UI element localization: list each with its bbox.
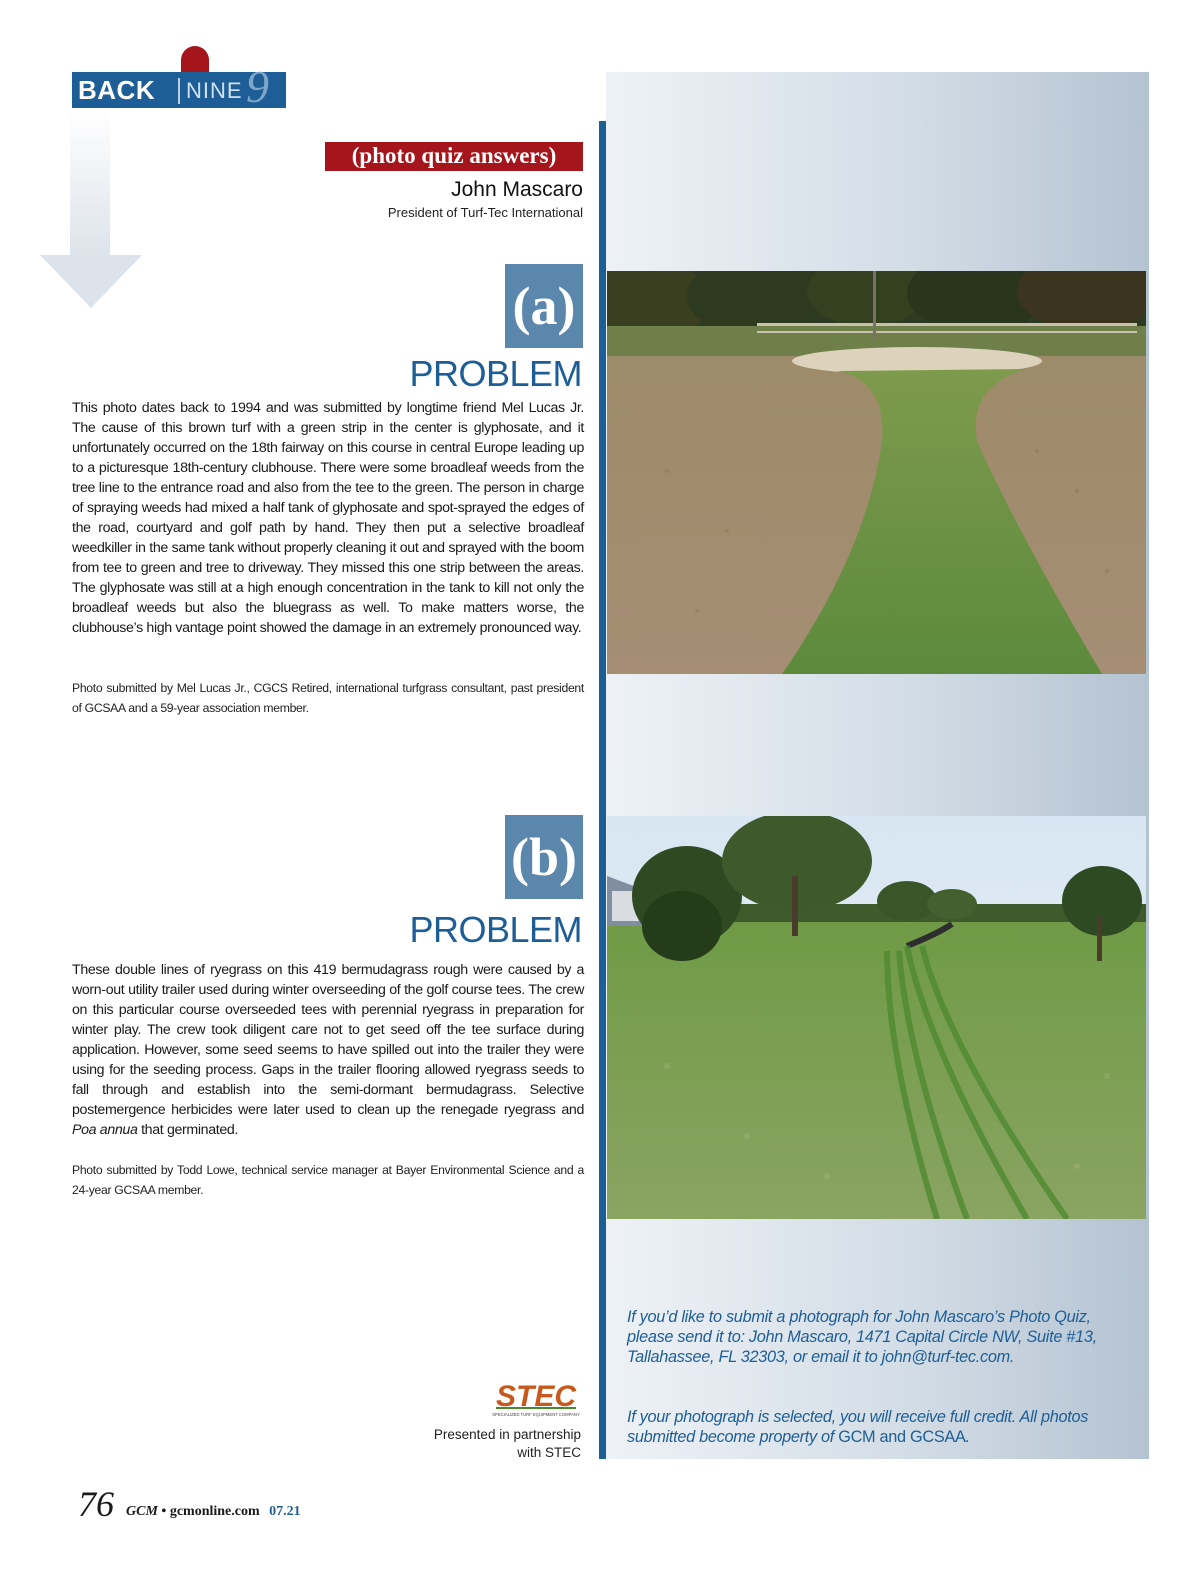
submit-instructions: If you’d like to submit a photograph for John Mascaro’s Photo Quiz, please send it to: John Mascaro, 1471 Capital Circle NW, Suite #13, Tallahassee, FL 32303, or email it to john@turf-tec.com. [627,1308,1097,1366]
footer-magazine: GCM [126,1504,158,1519]
answer-b-body-italic: Poa annua [72,1122,138,1138]
answer-b-heading: PROBLEM [409,909,582,950]
vertical-rule [599,121,606,1459]
footer-folio [126,1502,301,1522]
partner-note [400,1426,581,1462]
answer-b-badge: (b) [505,815,583,899]
stec-logo-tagline: SPECIALIZED TURF EQUIPMENT COMPANY [492,1412,580,1417]
submit-credit-text: If your photograph is selected, you will receive full credit. All photos submitted become property of [627,1408,1089,1446]
answer-b-credit: Photo submitted by Todd Lowe, technical service manager at Bayer Environmental Science and a 24-year GCSAA member. [72,1163,584,1197]
answer-b-body [72,960,584,1140]
footer-bullet: • [161,1504,167,1519]
photo-a-glyphosate-fairway [607,271,1146,674]
logo-back-text: BACK [78,75,156,105]
arrow-down-icon-shaft [70,108,110,258]
footer-issue: 07.21 [269,1504,301,1519]
answer-a-badge: (a) [505,264,583,348]
submit-credit-note [627,1407,1117,1447]
submit-credit-owners: GCM and GCSAA [838,1428,966,1446]
answer-a-credit: Photo submitted by Mel Lucas Jr., CGCS Retired, international turfgrass consultant, past president of GCSAA and a 59-year association member. [72,681,584,715]
answer-a-body: This photo dates back to 1994 and was submitted by longtime friend Mel Lucas Jr. The cause of this brown turf with a green strip in the center is glyphosate, and it unfortunately occurred on the 18th fairway on this course in central Europe leading up to a picturesque 18th-century clubhouse. There were some broadleaf weeds from the tree line to the entrance road and also from the tee to the green. The person in charge of spraying weeds had mixed a half tank of glyphosate and spot-sprayed the edges of the road, courtyard and golf path by hand. They then put a selective broadleaf weedkiller in the same tank without properly cleaning it out and sprayed with the boom from tee to green and tree to driveway. They missed this one strip between the areas. The glyphosate was still at a high enough concentration in the tank to kill not only the broadleaf weeds but also the bluegrass as well. To make matters worse, the clubhouse’s high vantage point showed the damage in an extremely pronounced way. [72,400,584,636]
quiz-title: (photo quiz answers) [351,143,557,168]
author-role: President of Turf-Tec International [387,205,583,220]
answer-b-body-text: These double lines of ryegrass on this 419 bermudagrass rough were caused by a worn-out utility trailer used during winter overseeding of the golf course tees. The crew on this particular course overseeded tees with perennial ryegrass in preparation for winter play. The crew took diligent care not to get seed off the tee surface during application. However, some seed seems to have spilled out into the trailer they were using for the seeding process. Gaps in the trailer flooring allowed ryegrass seeds to fall through and establish into the semi-dormant bermudagrass. Selective postemergence herbicides were later used to clean up the renegade ryegrass and [72,962,584,1118]
photo-b-ryegrass-rough [607,816,1146,1219]
page-number: 76 [78,1484,114,1524]
stec-logo [490,1380,582,1420]
logo-divider [178,78,180,104]
answer-a-heading: PROBLEM [409,353,582,394]
logo-nine-numeral: 9 [246,61,269,112]
submit-credit-end: . [965,1428,970,1446]
arrow-down-icon [40,255,142,308]
partner-line-2: with STEC [517,1445,581,1460]
logo-cap-shape [181,46,209,74]
partner-line-1: Presented in partnership [433,1427,581,1442]
stec-logo-text: STEC [495,1380,577,1413]
logo-nine-text: NINE [186,78,243,103]
answer-b-body-end: that germinated. [137,1122,239,1138]
author-name: John Mascaro [451,178,583,201]
footer-website: gcmonline.com [169,1504,260,1519]
